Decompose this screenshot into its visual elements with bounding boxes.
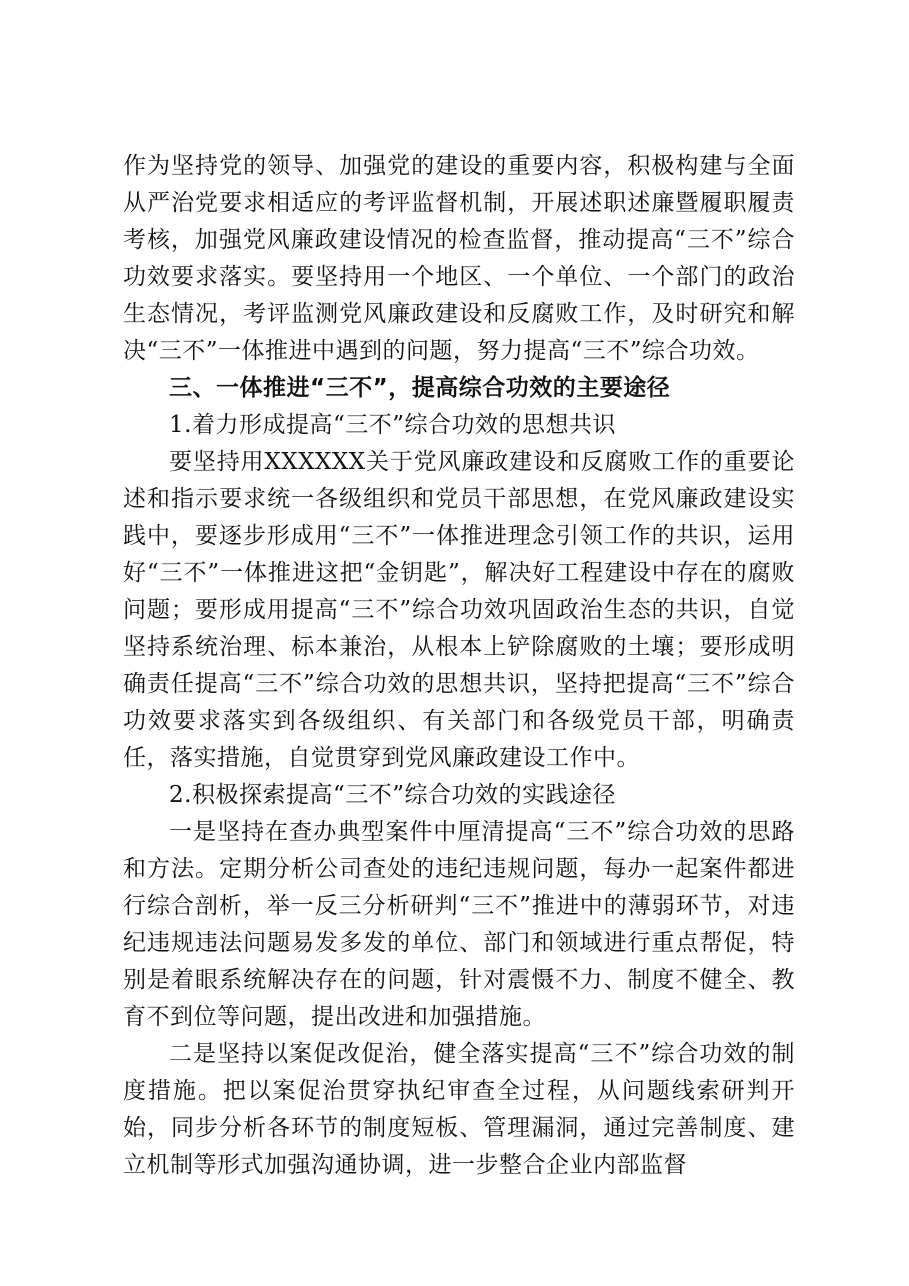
paragraph-continued: 作为坚持党的领导、加强党的建设的重要内容，积极构建与全面从严治党要求相适应的考评监督机制，开展述职述廉暨履职履责考核，加强党风廉政建设情况的检查监督，推动提高“三不”综合功效要求落实。要坚持用一个地区、一个单位、一个部门的政治生态情况，考评监测党风廉政建设和反腐败工作，及时研究和解决“三不”一体推进中遇到的问题，努力提高“三不”综合功效。: [123, 153, 795, 364]
subsection-heading-2: 2.积极探索提高“三不”综合功效的实践途径: [169, 782, 616, 808]
paragraph-sub1: 要坚持用XXXXXX关于党风廉政建设和反腐败工作的重要论述和指示要求统一各级组织和党员干部思想，在党风廉政建设实践中，要逐步形成用“三不”一体推进理念引领工作的共识，运用好“三不”一体推进这把“金钥匙”，解决好工程建设中存在的腐败问题；要形成用提高“三不”综合功效巩固政治生态的共识，自觉坚持系统治理、标本兼治，从根本上铲除腐败的土壤；要形成明确责任提高“三不”综合功效的思想共识，坚持把提高“三不”综合功效要求落实到各级组织、有关部门和各级党员干部，明确责任，落实措施，自觉贯穿到党风廉政建设工作中。: [123, 449, 795, 771]
section-heading: 三、一体推进“三不”，提高综合功效的主要途径: [169, 375, 671, 401]
paragraph-sub2-first: 一是坚持在查办典型案件中厘清提高“三不”综合功效的思路和方法。定期分析公司查处的违纪违规问题，每办一起案件都进行综合剖析，举一反三分析研判“三不”推进中的薄弱环节，对违纪违规违法问题易发多发的单位、部门和领域进行重点帮促，特别是着眼系统解决存在的问题，针对震慑不力、制度不健全、教育不到位等问题，提出改进和加强措施。: [123, 819, 795, 1030]
subsection-heading-1: 1.着力形成提高“三不”综合功效的思想共识: [169, 412, 616, 438]
document-page: [123, 148, 795, 1184]
paragraph-sub2-second: 二是坚持以案促改促治，健全落实提高“三不”综合功效的制度措施。把以案促治贯穿执纪审查全过程，从问题线索研判开始，同步分析各环节的制度短板、管理漏洞，通过完善制度、建立机制等形式加强沟通协调，进一步整合企业内部监督: [123, 1041, 795, 1178]
